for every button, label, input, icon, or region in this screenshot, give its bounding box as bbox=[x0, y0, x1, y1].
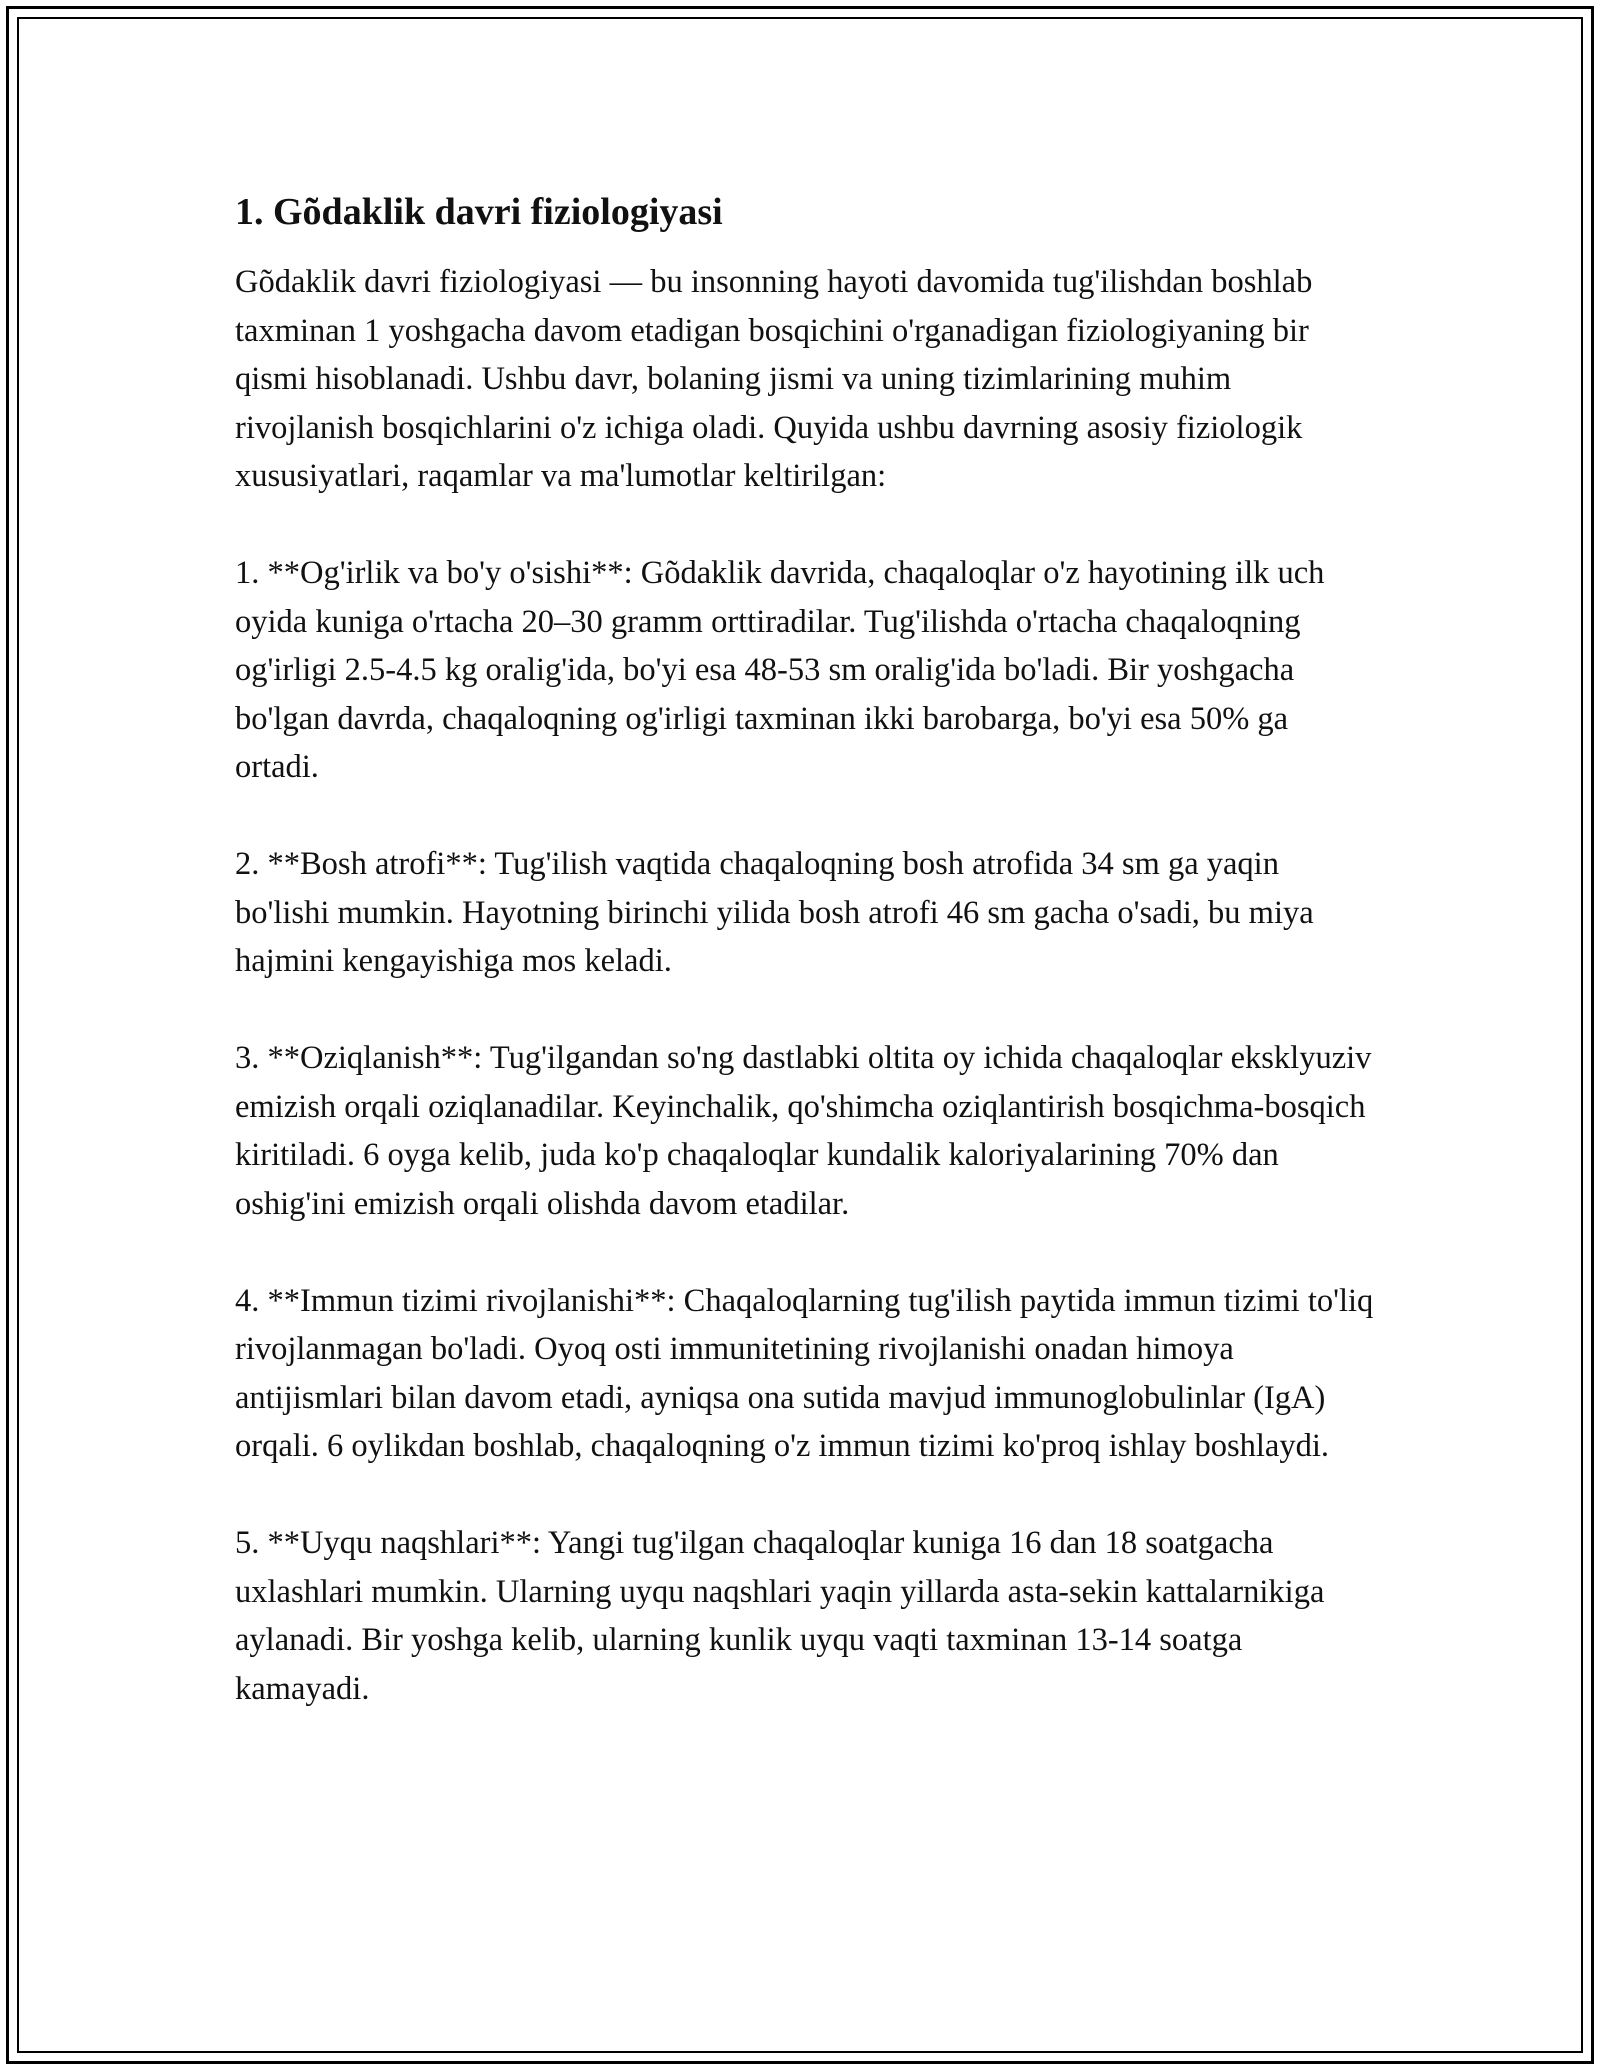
document-body bbox=[235, 188, 1375, 1762]
section-nutrition: 3. **Oziqlanish**: Tug'ilgandan so'ng dastlabki oltita oy ichida chaqaloqlar eksklyuziv emizish orqali oziqlanadilar. Keyinchalik, qo'shimcha oziqlantirish bosqichma-bosqich kiritiladi. 6 oyga kelib, juda ko'p chaqaloqlar kundalik kaloriyalarining 70% dan oshig'ini emizish orqali olishda davom etadilar. bbox=[235, 1040, 1372, 1222]
intro-paragraph: Gõdaklik davri fiziologiyasi — bu insonning hayoti davomida tug'ilishdan boshlab taxminan 1 yoshgacha davom etadigan bosqichini o'rganadigan fiziologiyaning bir qismi hisoblanadi. Ushbu davr, bolaning jismi va uning tizimlarining muhim rivojlanish bosqichlarini o'z ichiga oladi. Quyida ushbu davrning asosiy fiziologik xususiyatlari, raqamlar va ma'lumotlar keltirilgan: bbox=[235, 264, 1313, 494]
document-title: 1. Gõdaklik davri fiziologiyasi bbox=[235, 191, 723, 233]
section-head-circumference: 2. **Bosh atrofi**: Tug'ilish vaqtida chaqaloqning bosh atrofida 34 sm ga yaqin bo'lishi mumkin. Hayotning birinchi yilida bosh atrofi 46 sm gacha o'sadi, bu miya hajmini kengayishiga mos keladi. bbox=[235, 846, 1314, 979]
section-weight-height: 1. **Og'irlik va bo'y o'sishi**: Gõdaklik davrida, chaqaloqlar o'z hayotining ilk uch oyida kuniga o'rtacha 20–30 gramm orttiradilar. Tug'ilishda o'rtacha chaqaloqning og'irligi 2.5-4.5 kg oralig'ida, bo'yi esa 48-53 sm oralig'ida bo'ladi. Bir yoshgacha bo'lgan davrda, chaqaloqning og'irligi taxminan ikki barobarga, bo'yi esa 50% ga ortadi. bbox=[235, 555, 1325, 785]
section-immune-system: 4. **Immun tizimi rivojlanishi**: Chaqaloqlarning tug'ilish paytida immun tizimi to'liq rivojlanmagan bo'ladi. Oyoq osti immunitetining rivojlanishi onadan himoya antijismlari bilan davom etadi, ayniqsa ona sutida mavjud immunoglobulinlar (IgA) orqali. 6 oylikdan boshlab, chaqaloqning o'z immun tizimi ko'proq ishlay boshlaydi. bbox=[235, 1282, 1374, 1464]
section-sleep-patterns: 5. **Uyqu naqshlari**: Yangi tug'ilgan chaqaloqlar kuniga 16 dan 18 soatgacha uxlashlari mumkin. Ularning uyqu naqshlari yaqin yillarda asta-sekin kattalarnikiga aylanadi. Bir yoshga kelib, ularning kunlik uyqu vaqti taxminan 13-14 soatga kamayadi. bbox=[235, 1525, 1325, 1707]
